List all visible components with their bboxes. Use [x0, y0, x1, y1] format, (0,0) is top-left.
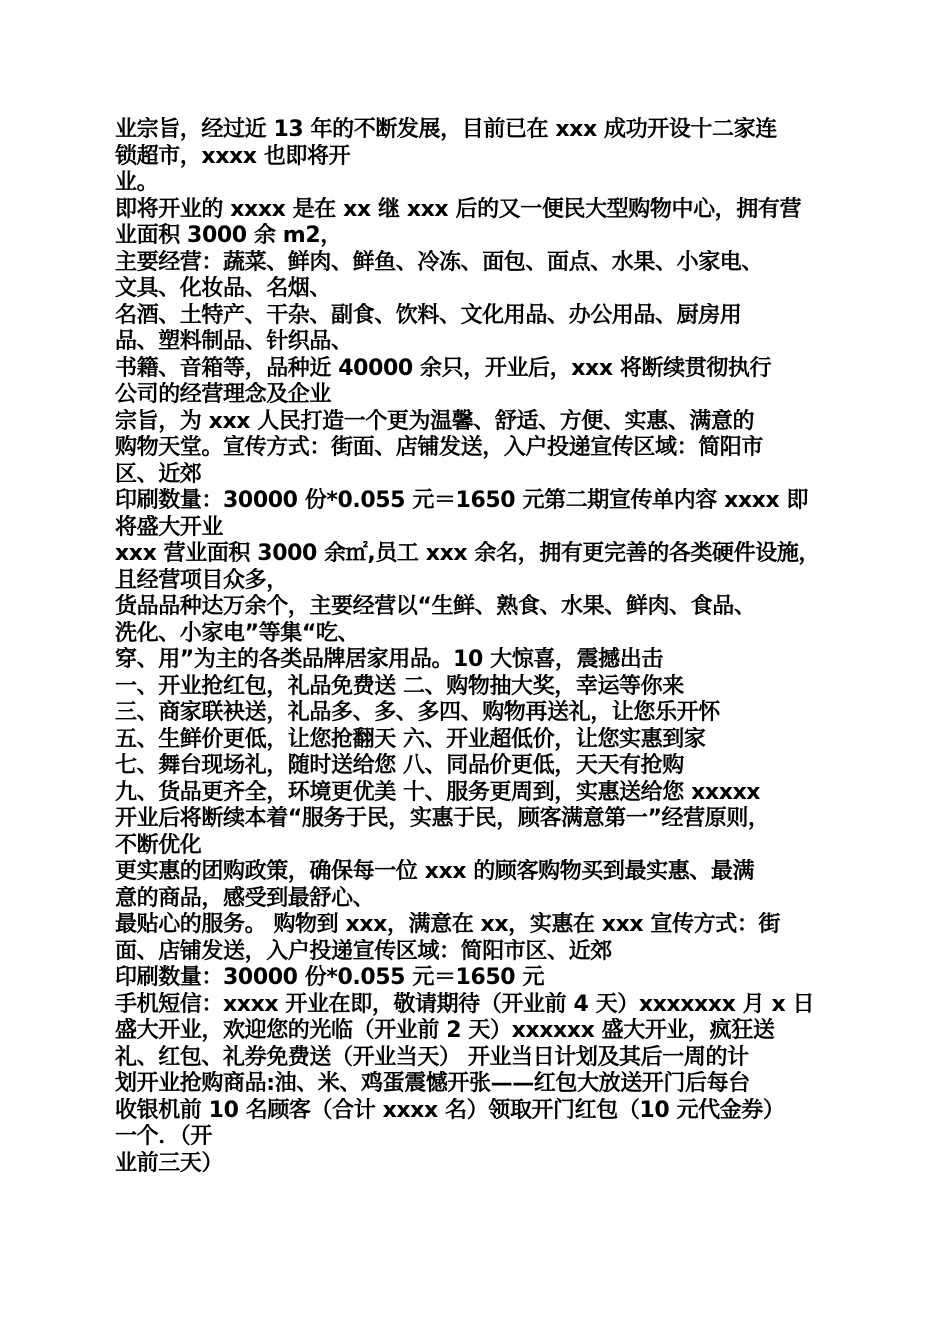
- text-line: 业。: [115, 170, 159, 195]
- text-line: 公司的经营理念及企业: [115, 382, 332, 407]
- text-line: 购物天堂。宣传方式：街面、店铺发送，入户投递宣传区域：简阳市: [115, 435, 764, 460]
- text-line: 开业后将断续本着“服务于民，实惠于民，顾客满意第一”经营原则，: [115, 806, 770, 831]
- text-line: 名酒、土特产、干杂、副食、饮料、文化用品、办公用品、厨房用: [115, 302, 742, 328]
- text-line: 不断优化: [115, 832, 202, 858]
- text-line: 业面积 3000 余 m2，: [115, 223, 342, 248]
- text-line: 书籍、音箱等，品种近 40000 余只，开业后，xxx 将断续贯彻执行: [115, 355, 772, 381]
- text-line: 礼、红包、礼券免费送（开业当天） 开业当日计划及其后一周的计: [115, 1044, 749, 1070]
- text-line: 宗旨，为 xxx 人民打造一个更为温馨、舒适、方便、实惠、满意的: [115, 408, 755, 434]
- text-line: 面、店铺发送，入户投递宣传区域：简阳市区、近郊: [115, 938, 612, 964]
- text-line: 手机短信：xxxx 开业在即，敬请期待（开业前 4 天）xxxxxxx 月 x 日: [115, 991, 815, 1017]
- text-line: 七、舞台现场礼，随时送给您 八、同品价更低，天天有抢购: [115, 753, 684, 778]
- text-line: 业前三天）: [115, 1150, 224, 1176]
- text-line: 收银机前 10 名顾客（合计 xxxx 名）领取开门红包（10 元代金券）: [115, 1097, 785, 1123]
- text-line: 且经营项目众多，: [115, 567, 288, 593]
- text-line: 划开业抢购商品:油、米、鸡蛋震憾开张——红包大放送开门后每台: [115, 1071, 750, 1096]
- text-line: 最贴心的服务。 购物到 xxx，满意在 xx，实惠在 xxx 宣传方式：街: [115, 912, 781, 937]
- text-line: 锁超市，xxxx 也即将开: [115, 143, 351, 169]
- text-line: 主要经营：蔬菜、鲜肉、鲜鱼、冷冻、面包、面点、水果、小家电、: [115, 249, 764, 275]
- text-line: 即将开业的 xxxx 是在 xx 继 xxx 后的又一便民大型购物中心，拥有营: [115, 196, 802, 222]
- text-line: 三、商家联袂送，礼品多、多、多四、购物再送礼，让您乐开怀: [115, 700, 720, 725]
- text-line: 业宗旨，经过近 13 年的不断发展，目前已在 xxx 成功开设十二家连: [115, 117, 777, 142]
- text-line: 印刷数量：30000 份*0.055 元＝1650 元: [115, 965, 545, 990]
- text-line: 将盛大开业: [115, 514, 224, 540]
- text-line: 货品品种达万余个，主要经营以“生鲜、熟食、水果、鲜肉、食品、: [115, 594, 756, 619]
- text-line: xxx 营业面积 3000 余㎡,员工 xxx 余名，拥有更完善的各类硬件设施，: [115, 541, 821, 566]
- text-line: 印刷数量：30000 份*0.055 元＝1650 元第二期宣传单内容 xxxx 即: [115, 488, 809, 513]
- text-line: 意的商品，感受到最舒心、: [115, 885, 375, 911]
- text-line: 洗化、小家电”等集“吃、: [115, 620, 360, 646]
- text-line: 区、近郊: [115, 461, 202, 487]
- text-line: 盛大开业，欢迎您的光临（开业前 2 天）xxxxxx 盛大开业，疯狂送: [115, 1018, 775, 1043]
- text-line: 品、塑料制品、针织品、: [115, 329, 353, 354]
- text-line: 一个．（开: [115, 1124, 213, 1149]
- text-line: 九、货品更齐全，环境更优美 十、服务更周到，实惠送给您 xxxxx: [115, 779, 761, 805]
- body-text: [115, 117, 837, 1177]
- text-line: 更实惠的团购政策，确保每一位 xxx 的顾客购物买到最实惠、最满: [115, 859, 755, 884]
- text-line: 一、开业抢红包，礼品免费送 二、购物抽大奖，幸运等你来: [115, 673, 684, 699]
- text-line: 穿、用”为主的各类品牌居家用品。10 大惊喜，震撼出击: [115, 647, 663, 672]
- text-line: 五、生鲜价更低，让您抢翻天 六、开业超低价，让您实惠到家: [115, 726, 706, 752]
- text-line: 文具、化妆品、名烟、: [115, 276, 332, 301]
